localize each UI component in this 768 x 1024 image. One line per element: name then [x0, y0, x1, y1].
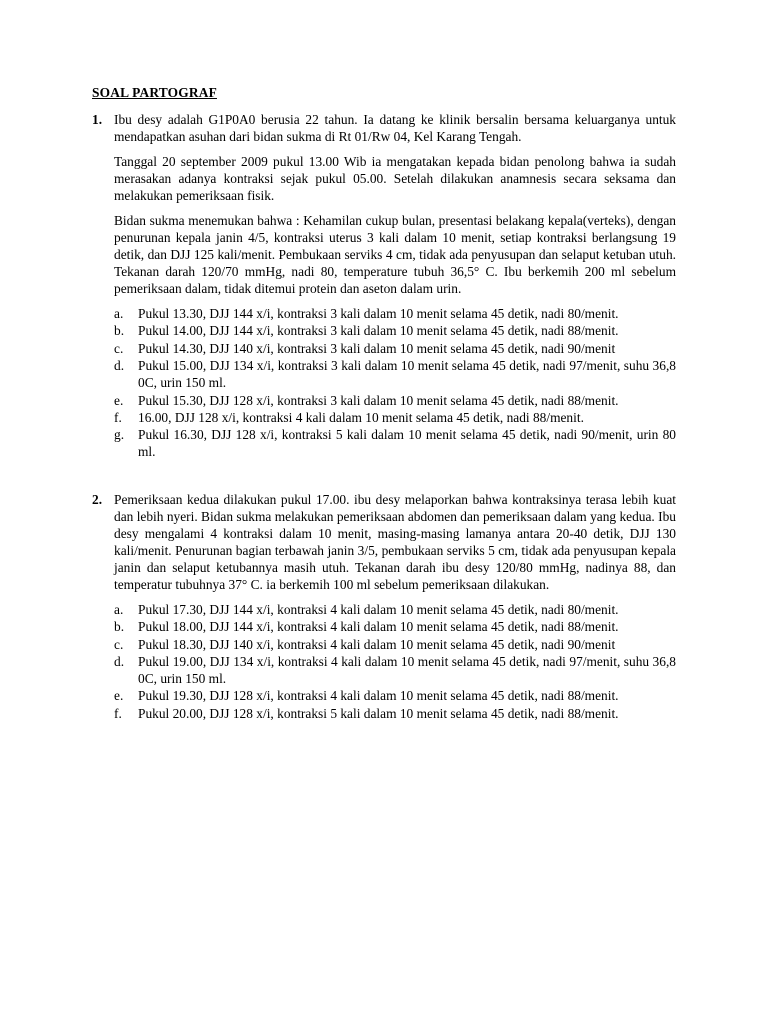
sub-item-list — [114, 601, 676, 722]
sub-item-text: Pukul 20.00, DJJ 128 x/i, kontraksi 5 kali dalam 10 menit selama 45 detik, nadi 88/menit. — [138, 705, 619, 721]
sub-item-text: 16.00, DJJ 128 x/i, kontraksi 4 kali dalam 10 menit selama 45 detik, nadi 88/menit. — [138, 409, 584, 425]
sub-item-text: Pukul 14.30, DJJ 140 x/i, kontraksi 3 kali dalam 10 menit selama 45 detik, nadi 90/menit — [138, 340, 616, 356]
sub-item-text: Pukul 16.30, DJJ 128 x/i, kontraksi 5 kali dalam 10 menit selama 45 detik, nadi 90/menit, urin 80 ml. — [138, 427, 676, 460]
sub-item-text: Pukul 15.30, DJJ 128 x/i, kontraksi 3 kali dalam 10 menit selama 45 detik, nadi 88/menit. — [138, 392, 619, 408]
sub-item-letter: d. — [114, 653, 125, 669]
sub-item-text: Pukul 18.30, DJJ 140 x/i, kontraksi 4 kali dalam 10 menit selama 45 detik, nadi 90/menit — [138, 636, 616, 652]
sub-item-letter: f. — [114, 705, 122, 721]
document-page — [92, 84, 676, 722]
sub-item — [114, 392, 676, 409]
sub-item — [114, 409, 676, 426]
sub-item-text: Pukul 14.00, DJJ 144 x/i, kontraksi 3 kali dalam 10 menit selama 45 detik, nadi 88/menit. — [138, 323, 619, 339]
sub-item — [114, 618, 676, 635]
sub-item — [114, 305, 676, 322]
question-paragraph: Ibu desy adalah G1P0A0 berusia 22 tahun. Ia datang ke klinik bersalin bersama keluarganya untuk mendapatkan asuhan dari bidan sukma di Rt 01/Rw 04, Kel Karang Tengah. — [114, 112, 676, 144]
question-number: 2. — [92, 491, 103, 507]
sub-item-text: Pukul 15.00, DJJ 134 x/i, kontraksi 3 kali dalam 10 menit selama 45 detik, nadi 97/menit, suhu 36,8 0C, urin 150 ml. — [138, 358, 676, 391]
sub-item-letter: c. — [114, 340, 124, 356]
sub-item-letter: f. — [114, 409, 122, 425]
sub-item — [114, 687, 676, 704]
sub-item-letter: g. — [114, 427, 125, 443]
sub-item — [114, 705, 676, 722]
sub-item — [114, 636, 676, 653]
question-2 — [92, 491, 676, 722]
sub-item-text: Pukul 19.30, DJJ 128 x/i, kontraksi 4 kali dalam 10 menit selama 45 detik, nadi 88/menit. — [138, 688, 619, 704]
question-body — [114, 111, 676, 461]
sub-item-letter: b. — [114, 619, 125, 635]
sub-item-list — [114, 305, 676, 460]
question-number: 1. — [92, 112, 103, 127]
sub-item — [114, 322, 676, 339]
sub-item-letter: d. — [114, 358, 125, 374]
sub-item-text: Pukul 18.00, DJJ 144 x/i, kontraksi 4 kali dalam 10 menit selama 45 detik, nadi 88/menit. — [138, 619, 619, 635]
sub-item — [114, 601, 676, 618]
sub-item-letter: e. — [114, 392, 124, 408]
sub-item — [114, 340, 676, 357]
sub-item-letter: b. — [114, 323, 125, 339]
sub-item-text: Pukul 17.30, DJJ 144 x/i, kontraksi 4 kali dalam 10 menit selama 45 detik, nadi 80/menit. — [138, 601, 619, 617]
question-paragraph: Bidan sukma menemukan bahwa : Kehamilan cukup bulan, presentasi belakang kepala(verteks), dengan penurunan kepala janin 4/5, kontraksi uterus 3 kali dalam 10 menit, setiap kontraksi berlangsung 19 detik, dan DJJ 125 kali/menit. Pembukaan serviks 4 cm, tidak ada penyusupan dan selaput ketuban utuh. Tekanan darah 120/70 mmHg, nadi 80, temperature tubuh 36,5° C. Ibu berkemih 200 ml sebelum pemeriksaan dalam, tidak ditemui protein dan aseton dalam urin. — [114, 213, 676, 296]
sub-item-text: Pukul 19.00, DJJ 134 x/i, kontraksi 4 kali dalam 10 menit selama 45 detik, nadi 97/menit, suhu 36,8 0C, urin 150 ml. — [138, 653, 676, 686]
sub-item-letter: e. — [114, 688, 124, 704]
sub-item-letter: c. — [114, 636, 124, 652]
question-body — [114, 491, 676, 722]
sub-item — [114, 426, 676, 460]
sub-item-letter: a. — [114, 601, 124, 617]
sub-item-text: Pukul 13.30, DJJ 144 x/i, kontraksi 3 kali dalam 10 menit selama 45 detik, nadi 80/menit. — [138, 306, 619, 321]
sub-item-letter: a. — [114, 306, 124, 321]
sub-item — [114, 357, 676, 391]
question-paragraph: Tanggal 20 september 2009 pukul 13.00 Wib ia mengatakan kepada bidan penolong bahwa ia sudah merasakan adanya kontraksi sejak pukul 05.00. Setelah dilakukan anamnesis secara seksama dan melakukan pemeriksaan fisik. — [114, 154, 676, 203]
sub-item — [114, 653, 676, 687]
question-paragraph: Pemeriksaan kedua dilakukan pukul 17.00. ibu desy melaporkan bahwa kontraksinya terasa lebih kuat dan lebih nyeri. Bidan sukma melakukan pemeriksaan abdomen dan pemeriksaan dalam yang kedua. Ibu desy mengalami 4 kontraksi dalam 10 menit, masing-masing lamanya antara 20-40 detik, DJJ 130 kali/menit. Penurunan bagian terbawah janin 3/5, pembukaan serviks 5 cm, tidak ada penyusupan kepala janin dan selaput ketubannya masih utuh. Tekanan darah ibu desy 120/80 mmHg, nadinya 88, dan temperatur tubuhnya 37° C. ia berkemih 100 ml sebelum pemeriksaan dilakukan. — [114, 491, 676, 592]
document-title: SOAL PARTOGRAF — [92, 85, 217, 100]
question-1 — [92, 111, 676, 461]
